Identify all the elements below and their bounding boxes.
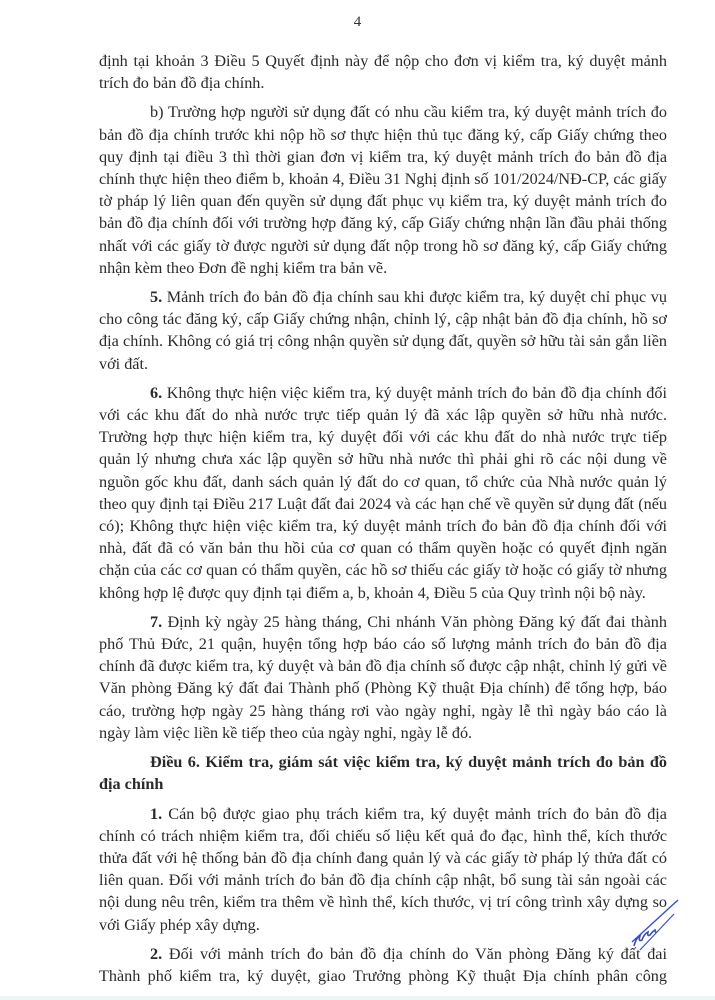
paragraph-text: định tại khoản 3 Điều 5 Quyết định này để nộp cho đơn vị kiểm tra, ký duyệt mảnh trích đo bản đồ địa chính. [99, 52, 667, 93]
paragraph-number: 7. [150, 612, 163, 631]
article-paragraph-2 [99, 943, 667, 987]
paragraph-text: Đối với mảnh trích đo bản đồ địa chính do Văn phòng Đăng ký đất đai Thành phố kiểm tra, ký duyệt, giao Trưởng phòng Kỹ thuật Địa chính phân công [99, 944, 667, 985]
paragraph-number: 6. [150, 383, 163, 402]
paragraph-number: 5. [150, 288, 163, 307]
paragraph-number: 2. [150, 944, 163, 963]
page-number: 4 [353, 14, 362, 30]
paragraph-text: Cán bộ được giao phụ trách kiểm tra, ký duyệt mảnh trích đo bản đồ địa chính có trách nhiệm kiểm tra, đối chiếu số liệu kết quả đo đạc, hình thể, kích thước thửa đất với hệ thống bản đồ địa chính đang quản lý và các giấy tờ pháp lý thửa đất có liên quan. Đối với mảnh trích đo bản đồ địa chính cập nhật, bổ sung tài sản ngoài các nội dung nêu trên, kiểm tra thêm về hình thể, kích thước, vị trí công trình xây dựng so với Giấy phép xây dựng. [99, 804, 667, 934]
paragraph-text: b) Trường hợp người sử dụng đất có nhu cầu kiểm tra, ký duyệt mảnh trích đo bản đồ địa chính trước khi nộp hồ sơ thực hiện thủ tục đăng ký, cấp Giấy chứng theo quy định tại điều 3 thì thời gian đơn vị kiểm tra, ký duyệt mảnh trích đo bản đồ địa chính thực hiện theo điểm b, khoản 4, Điều 31 Nghị định số 101/2024/NĐ-CP, các giấy tờ pháp lý liên quan đến quyền sử dụng đất phục vụ kiểm tra, ký duyệt mảnh trích đo bản đồ địa chính đối với trường hợp đăng ký, cấp Giấy chứng nhận lần đầu phải thống nhất với các giấy tờ được người sử dụng đất nộp trong hồ sơ đăng ký, cấp Giấy chứng nhận kèm theo Đơn đề nghị kiểm tra bản vẽ. [99, 103, 667, 277]
document-body [99, 50, 667, 994]
initials-signature-icon [612, 898, 682, 958]
paragraph-6 [99, 382, 667, 604]
paragraph-4b [99, 101, 667, 279]
paragraph-7 [99, 611, 667, 744]
paragraph-number: 1. [150, 804, 163, 823]
paragraph-text: Không thực hiện việc kiểm tra, ký duyệt mảnh trích đo bản đồ địa chính đối với các khu đất do nhà nước trực tiếp quản lý đã xác lập quyền sở hữu nhà nước. Trường hợp thực hiện kiểm tra, ký duyệt đối với các khu đất do nhà nước trực tiếp quản lý nhưng chưa xác lập quyền sở hữu nhà nước thì phải ghi rõ các nội dung về nguồn gốc khu đất, danh sách quản lý đất do cơ quan, tổ chức của Nhà nước quản lý theo quy định tại Điều 217 Luật đất đai 2024 và các hạn chế về quyền sử dụng đất (nếu có); Không thực hiện việc kiểm tra, ký duyệt mảnh trích đo bản đồ địa chính đối với nhà, đất đã có văn bản thu hồi của cơ quan có thẩm quyền hoặc có quyết định ngăn chặn của các cơ quan có thẩm quyền, các hồ sơ thiếu các giấy tờ hoặc có giấy tờ nhưng không hợp lệ được quy định tại điểm a, b, khoản 4, Điều 5 của Quy trình nội bộ này. [99, 383, 667, 602]
article-heading: Điều 6. Kiểm tra, giám sát việc kiểm tra, ký duyệt mảnh trích đo bản đồ địa chính [99, 753, 667, 794]
paragraph-continuation [99, 50, 667, 94]
paragraph-text: Định kỳ ngày 25 hàng tháng, Chi nhánh Văn phòng Đăng ký đất đai thành phố Thủ Đức, 21 quận, huyện tổng hợp báo cáo số lượng mảnh trích đo bản đồ địa chính đã được kiểm tra, ký duyệt và bản đồ địa chính số được cập nhật, chỉnh lý gửi về Văn phòng Đăng ký đất đai Thành phố (Phòng Kỹ thuật Địa chính) để tổng hợp, báo cáo, trường hợp ngày 25 hàng tháng rơi vào ngày nghỉ, ngày lễ thì ngày báo cáo là ngày làm việc liền kề tiếp theo của ngày nghỉ, ngày lễ đó. [99, 612, 667, 742]
paragraph-text: Mảnh trích đo bản đồ địa chính sau khi được kiểm tra, ký duyệt chỉ phục vụ cho công tác đăng ký, cấp Giấy chứng nhận, chỉnh lý, cập nhật bản đồ địa chính, hồ sơ địa chính. Không có giá trị công nhận quyền sử dụng đất, quyền sở hữu tài sản gắn liền với đất. [99, 288, 667, 373]
article-paragraph-1 [99, 803, 667, 936]
paragraph-5 [99, 286, 667, 375]
scan-bottom-edge [0, 996, 715, 1000]
